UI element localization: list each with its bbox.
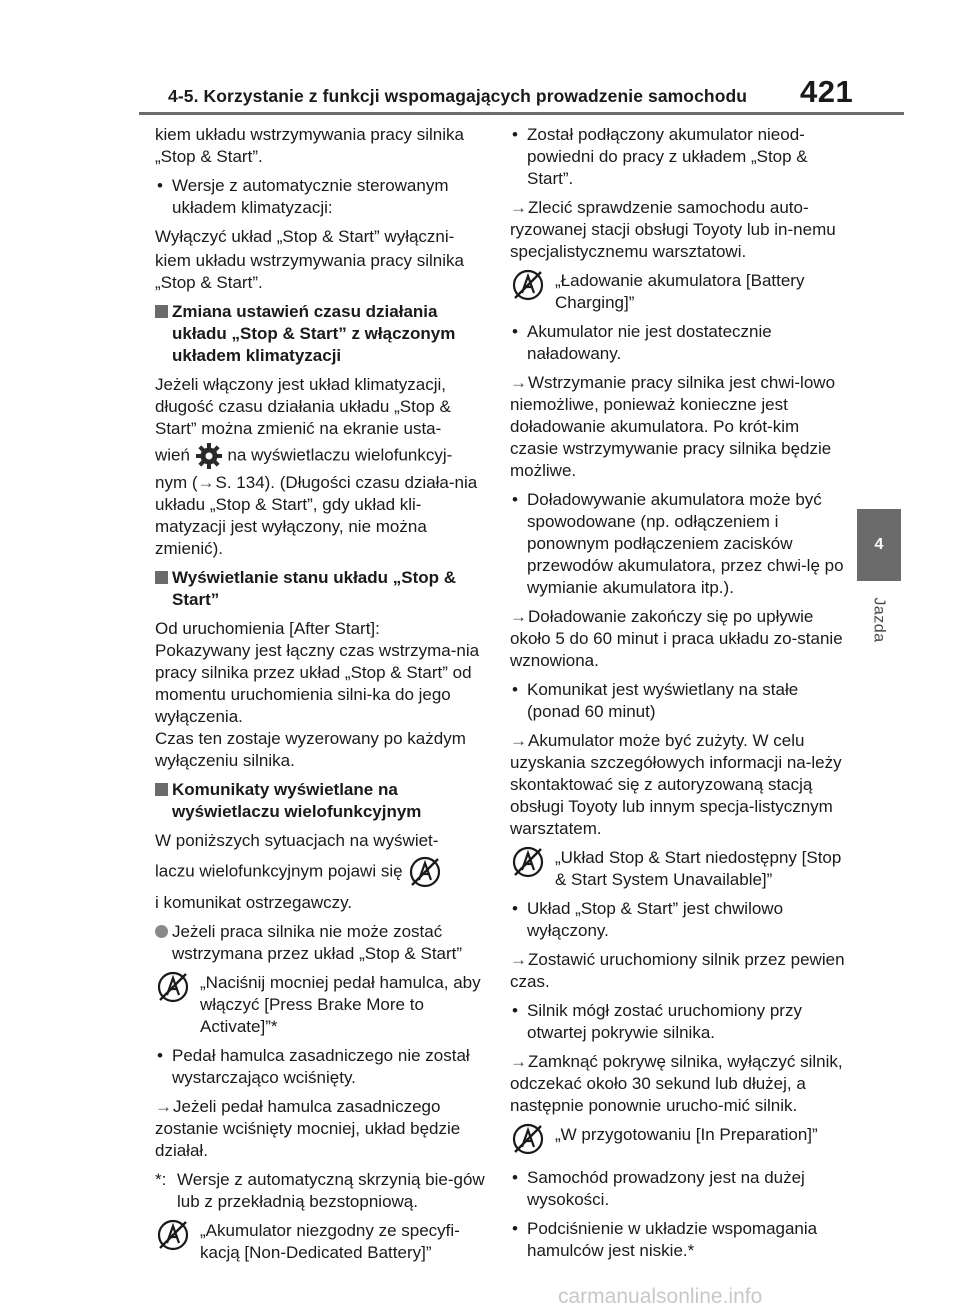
page-number: 421 <box>800 74 854 109</box>
message-item <box>155 972 490 1038</box>
bullet-item: • Komunikat jest wyświetlany na stałe (ponad 60 minut) <box>510 679 845 723</box>
text-span: laczu wielofunkcyjnym pojawi się <box>155 861 403 881</box>
arrow-icon: → <box>155 1097 172 1116</box>
bullet-item: • Silnik mógł zostać uruchomiony przy otwartej pokrywie silnika. <box>510 1000 845 1044</box>
bullet-item: • Samochód prowadzony jest na dużej wysokości. <box>510 1167 845 1211</box>
instruction <box>510 1051 845 1117</box>
square-bullet-icon <box>155 783 168 796</box>
message-text: „W przygotowaniu [In Preparation]” <box>555 1125 818 1144</box>
chapter-label-text: Jazda <box>871 597 889 643</box>
paragraph: Wyłączyć układ „Stop & Start” wyłączni- <box>155 227 455 246</box>
section-title: 4-5. Korzystanie z funkcji wspomagających prowadzenie samochodu <box>168 86 748 106</box>
text-span: na wyświetlaczu wielofunkcyj- <box>227 445 453 465</box>
paragraph: W poniższych sytuacjach na wyświet- <box>155 831 439 850</box>
arrow-icon: → <box>510 373 527 392</box>
text-span: wień <box>155 445 190 465</box>
message-item <box>155 1220 490 1264</box>
section-heading-text: Wyświetlanie stanu układu „Stop & Start” <box>172 568 457 609</box>
instruction-text: Wstrzymanie pracy silnika jest chwi-lowo niemożliwe, ponieważ konieczne jest doładowanie akumulatora. Po krót-kim czasie wstrzymywanie pracy silnika będzie możliwe. <box>510 373 836 480</box>
arrow-icon: → <box>510 1052 527 1071</box>
instruction <box>510 372 845 482</box>
message-text: „Układ Stop & Start niedostępny [Stop & Start System Unavailable]” <box>555 848 842 889</box>
text-span: S. 134). (Długości czasu działa-nia układu „Stop & Start”, gdy układ kli-matyzacji jest wyłączony, nie można zmienić). <box>155 473 478 558</box>
message-text: „Akumulator niezgodny ze specyfi-kacją [Non-Dedicated Battery]” <box>200 1221 460 1262</box>
left-column <box>155 124 490 1271</box>
arrow-icon: → <box>510 607 527 626</box>
stop-start-off-icon <box>155 1217 191 1253</box>
bullet-item: • Układ „Stop & Start” jest chwilowo wyłączony. <box>510 898 845 942</box>
circle-bullet-icon <box>155 925 168 938</box>
square-bullet-icon <box>155 305 168 318</box>
paragraph: kiem układu wstrzymywania pracy silnika „Stop & Start”. <box>155 125 464 166</box>
sub-heading <box>155 921 490 965</box>
section-heading <box>155 567 490 611</box>
stop-start-off-icon <box>510 1121 546 1157</box>
chapter-number: 4 <box>874 536 884 553</box>
instruction-text: Jeżeli pedał hamulca zasadniczego zostanie wciśnięty mocniej, układ będzie działał. <box>155 1097 461 1160</box>
footnote-text: Wersje z automatyczną skrzynią bie-gów lub z przekładnią bezstopniową. <box>177 1170 485 1211</box>
paragraph: Od uruchomienia [After Start]: <box>155 619 380 638</box>
paragraph <box>155 854 490 890</box>
instruction <box>510 606 845 672</box>
instruction <box>510 730 845 840</box>
bullet-item: • Doładowywanie akumulatora może być spowodowane (np. odłączeniem i ponownym podłączeniem zacisków przewodów akumulatora, przez chwi-lę po wymianie akumulatora itp.). <box>510 489 845 599</box>
chapter-label <box>866 590 892 650</box>
stop-start-off-icon <box>155 969 191 1005</box>
instruction-text: Zamknąć pokrywę silnika, wyłączyć silnik, odczekać około 30 sekund lub dłużej, a następnie ponownie urucho-mić silnik. <box>510 1052 843 1115</box>
bullet-item: • Pedał hamulca zasadniczego nie został wystarczająco wciśnięty. <box>155 1045 490 1089</box>
sub-heading-text: Jeżeli praca silnika nie może zostać wstrzymana przez układ „Stop & Start” <box>172 922 463 963</box>
instruction-text: Doładowanie zakończy się po upływie około 5 do 60 minut i praca układu zo-stanie wznowiona. <box>510 607 843 670</box>
message-text: „Ładowanie akumulatora [Battery Charging]” <box>555 271 805 312</box>
instruction-text: Zostawić uruchomiony silnik przez pewien czas. <box>510 950 845 991</box>
gear-icon <box>195 442 223 470</box>
right-column <box>510 124 845 1269</box>
bullet-item: • Został podłączony akumulator nieod-powiedni do pracy z układem „Stop & Start”. <box>510 124 845 190</box>
header-divider <box>139 112 904 115</box>
bullet-item: • Podciśnienie w układzie wspomagania hamulców jest niskie.* <box>510 1218 845 1262</box>
message-text: „Naciśnij mocniej pedał hamulca, aby włączyć [Press Brake More to Activate]”* <box>200 973 481 1036</box>
arrow-icon: → <box>510 950 527 969</box>
paragraph: Jeżeli włączony jest układ klimatyzacji, długość czasu działania układu „Stop & Start” można zmienić na ekranie usta- <box>155 375 451 438</box>
instruction <box>510 197 845 263</box>
paragraph: Czas ten zostaje wyzerowany po każdym wyłączeniu silnika. <box>155 729 466 770</box>
watermark: carmanualsonline.info <box>558 1285 763 1308</box>
paragraph: Pokazywany jest łączny czas wstrzyma-nia pracy silnika przez układ „Stop & Start” od momentu uruchomienia silni-ka do jego wyłączenia. <box>155 641 480 726</box>
message-item <box>510 1124 845 1160</box>
paragraph: i komunikat ostrzegawczy. <box>155 893 353 912</box>
section-heading-text: Komunikaty wyświetlane na wyświetlaczu wielofunkcyjnym <box>172 780 422 821</box>
section-heading <box>155 301 490 367</box>
square-bullet-icon <box>155 571 168 584</box>
arrow-icon: → <box>197 473 215 492</box>
stop-start-off-icon <box>510 844 546 880</box>
paragraph: kiem układu wstrzymywania pracy silnika „Stop & Start”. <box>155 251 464 292</box>
stop-start-off-icon <box>510 267 546 303</box>
arrow-icon: → <box>510 731 527 750</box>
footnote <box>155 1169 490 1213</box>
text-span: nym ( <box>155 473 198 492</box>
bullet-item: • Wersje z automatycznie sterowanym układem klimatyzacji: <box>155 175 490 219</box>
arrow-icon: → <box>510 198 527 217</box>
paragraph <box>155 442 490 470</box>
message-item <box>510 847 845 891</box>
section-heading <box>155 779 490 823</box>
instruction <box>155 1096 490 1162</box>
message-item <box>510 270 845 314</box>
chapter-tab <box>857 509 901 581</box>
bullet-item: • Akumulator nie jest dostatecznie naładowany. <box>510 321 845 365</box>
footnote-mark: *: <box>155 1170 167 1189</box>
section-heading-text: Zmiana ustawień czasu działania układu „Stop & Start” z włączonym układem klimatyzacji <box>172 302 456 365</box>
stop-start-off-icon <box>407 854 443 890</box>
instruction-text: Zlecić sprawdzenie samochodu auto-ryzowanej stacji obsługi Toyoty lub in-nemu specjalistycznemu warsztatowi. <box>510 198 836 261</box>
page-header <box>0 0 960 120</box>
instruction-text: Akumulator może być zużyty. W celu uzyskania szczegółowych informacji na-leży skontaktować się z autoryzowaną stacją obsługi Toyoty lub innym specja-listycznym warsztatem. <box>510 731 842 838</box>
paragraph <box>155 472 490 560</box>
instruction <box>510 949 845 993</box>
